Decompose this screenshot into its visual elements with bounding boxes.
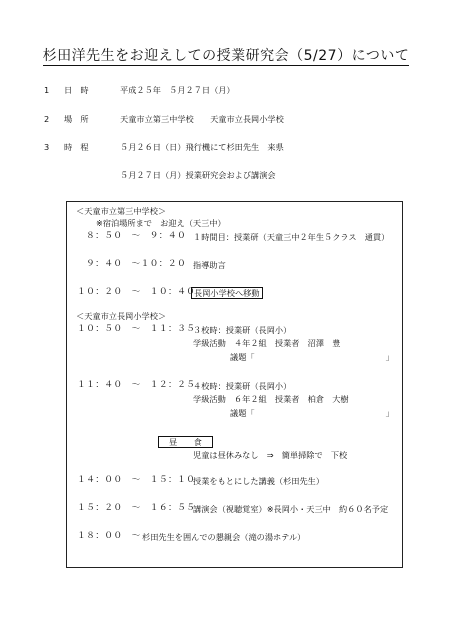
row4-class: 学級活動 ４年２組 授業者 沼澤 豊 — [193, 338, 341, 348]
lunch-label: 昼 食 — [158, 436, 213, 448]
row4-time: １０：５０ ～ １１：３５ — [77, 324, 196, 334]
overview-num-2: 2 — [44, 114, 50, 124]
row8-time: １８：００ ～ — [77, 531, 141, 541]
overview-label-schedule: 時 程 — [64, 142, 89, 152]
row1-time: ８：５０ ～ ９：４０ — [86, 231, 187, 241]
row5-time: １１：４０ ～ １２：２５ — [77, 380, 196, 390]
row4-topic: 議題「 」 — [230, 352, 394, 362]
note-pickup: ※宿泊場所まで お迎え（天三中） — [96, 218, 226, 228]
school2-header: ＜天童市立長岡小学校＞ — [76, 311, 167, 321]
lunch-note: 児童は昼休みなし ⇒ 簡単掃除で 下校 — [193, 450, 348, 460]
overview-label-date: 日 時 — [64, 85, 89, 95]
row5-class: 学級活動 ６年２組 授業者 柏倉 大樹 — [193, 394, 349, 404]
overview-extra: ５月２７日（月）授業研究会および講演会 — [120, 170, 276, 180]
row7-time: １５：２０ ～ １６：５５ — [77, 503, 196, 513]
page-title: 杉田洋先生をお迎えしての授業研究会（5/27）について — [42, 48, 410, 64]
overview-value-schedule: ５月２６日（日）飛行機にて杉田先生 来県 — [120, 142, 284, 152]
row2-desc: 指導助言 — [193, 260, 226, 270]
overview-value-date: 平成２５年 ５月２７日（月） — [120, 85, 235, 95]
row1-desc: １時間目：授業研（天童三中２年生５クラス 通貫） — [193, 232, 390, 242]
row7-desc: 講演会（視聴覚室）※長岡小・天三中 約６０名予定 — [193, 504, 389, 514]
row6-time: １４：００ ～ １５：１０ — [77, 475, 196, 485]
row5-topic: 議題「 」 — [230, 408, 394, 418]
row3-desc: 長岡小学校へ移動 — [191, 287, 263, 299]
row6-desc: 授業をもとにした講義（杉田先生） — [193, 476, 325, 486]
overview-num-1: 1 — [44, 85, 50, 95]
school1-header: ＜天童市立第三中学校＞ — [76, 206, 167, 216]
row5-desc: ４校時：授業研（長岡小） — [193, 381, 292, 391]
row2-time: ９：４０ ～１０：２０ — [86, 259, 187, 269]
overview-label-place: 場 所 — [64, 114, 89, 124]
overview-num-3: 3 — [44, 142, 50, 152]
row8-desc: 杉田先生を囲んでの懇親会（滝の湯ホテル） — [142, 532, 306, 542]
row4-desc: ３校時：授業研（長岡小） — [193, 325, 292, 335]
row3-time: １０：２０ ～ １０：４０ — [77, 287, 196, 297]
overview-value-place: 天童市立第三中学校 天童市立長岡小学校 — [120, 114, 284, 124]
